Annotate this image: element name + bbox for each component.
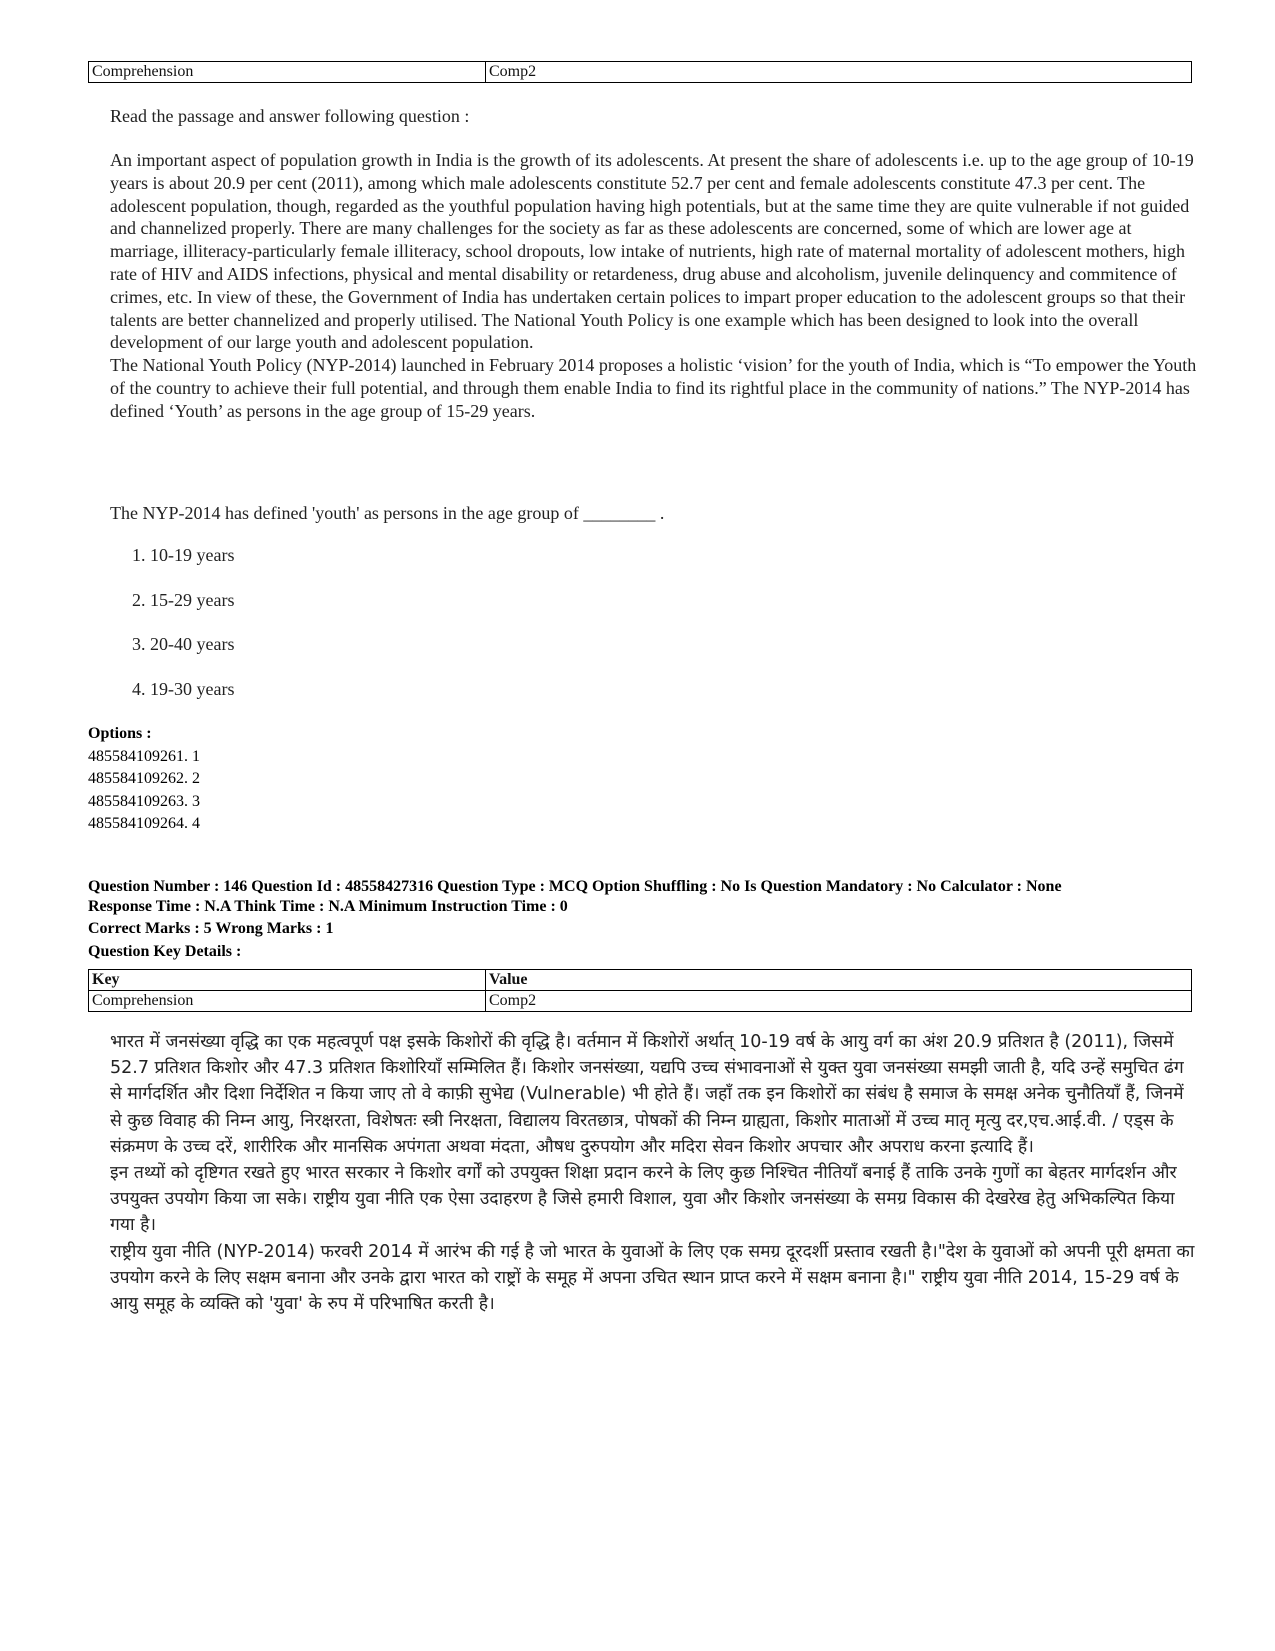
answer-choices [132,544,234,722]
answer-choice[interactable]: 3. 20-40 years [132,634,235,655]
option-id: 485584109262. 2 [88,770,200,787]
question-text: The NYP-2014 has defined 'youth' as persons in the age group of ________ . [110,503,665,523]
table-header-row [89,970,1192,991]
passage-instruction: Read the passage and answer following question : [110,106,470,126]
table-row [89,62,1192,83]
option-id: 485584109264. 4 [88,815,200,832]
question-key-table [88,969,1192,1012]
key-details-label: Question Key Details : [88,942,242,960]
comprehension-table [88,61,1192,83]
passage-paragraph: भारत में जनसंख्या वृद्धि का एक महत्वपूर्ण पक्ष इसके किशोरों की वृद्धि है। वर्तमान में किशोरों अर्थात् 10-19 वर्ष के आयु वर्ग का अंश 20.9 प्रतिशत है (2011), जिसमें 52.7 प्रतिशत किशोर और 47.3 प्रतिशत किशोरियाँ सम्मिलित हैं। किशोर जनसंख्या, यद्यपि उच्च संभावनाओं से युक्त युवा जनसंख्या समझी जाती है, यदि उन्हें समुचित ढंग से मार्गदर्शित और दिशा निर्देशित न किया जाए तो वे काफ़ी सुभेद्य (Vulnerable) भी होते हैं। जहाँ तक इन किशोरों का संबंध है समाज के समक्ष अनेक चुनौतियाँ हैं, जिनमें से कुछ विवाह की निम्न आयु, निरक्षरता, विशेषतः स्त्री निरक्षता, विद्यालय विरतछात्र, पोषकों की निम्न ग्राह्यता, किशोर माताओं में उच्च मातृ मृत्यु दर,एच.आई.वी. / एड्स के संक्रमण के उच्च दरें, शारीरिक और मानसिक अपंगता अथवा मंदता, औषध दुरुपयोग और मदिरा सेवन किशोर अपचार और अपराध करना इत्यादि हैं। [110,1032,1184,1157]
options-block [88,723,200,836]
passage-paragraph: An important aspect of population growth in India is the growth of its adolescents. At present the share of adolescents i.e. up to the age group of 10-19 years is about 20.9 per cent (2011), among which male adolescents constitute 52.7 per cent and female adolescents constitute 47.3 per cent. The adolescent population, though, regarded as the youthful population having high potentials, but at the same time they are quite vulnerable if not guided and channelized properly. There are many challenges for the society as far as these adolescents are concerned, some of which are lower age at marriage, illiteracy-particularly female illiteracy, school dropouts, low intake of nutrients, high rate of maternal mortality of adolescent mothers, high rate of HIV and AIDS infections, physical and mental disability or retardeness, drug abuse and alcoholism, juvenile delinquency and commitence of crimes, etc. In view of these, the Government of India has undertaken certain polices to impart proper education to the adolescent groups so that their talents are better channelized and properly utilised. The National Youth Policy is one example which has been designed to look into the overall development of our large youth and adolescent population. [110,150,1194,353]
question-meta-line: Response Time : N.A Think Time : N.A Minimum Instruction Time : 0 [88,897,568,915]
header-key: Key [89,970,486,991]
option-id: 485584109261. 1 [88,747,200,765]
passage-paragraph: राष्ट्रीय युवा नीति (NYP-2014) फरवरी 2014 में आरंभ की गई है जो भारत के युवाओं के लिए एक समग्र दूरदर्शी प्रस्ताव रखती है।"देश के युवाओं को अपनी पूरी क्षमता का उपयोग करने के लिए सक्षम बनाना और उनके द्वारा भारत को राष्ट्रों के समूह में अपना उचित स्थान प्राप्त करने में सक्षम बनाना है।" राष्ट्रीय युवा नीति 2014, 15-29 वर्ष के आयु समूह के व्यक्ति को 'युवा' के रुप में परिभाषित करती है। [110,1241,1195,1315]
answer-choice[interactable]: 4. 19-30 years [132,678,235,699]
options-label: Options : [88,725,152,742]
value-cell: Comp2 [486,991,1192,1012]
marks-line: Correct Marks : 5 Wrong Marks : 1 [88,920,334,937]
value-cell: Comp2 [486,62,1192,83]
question-meta [88,877,1238,961]
key-cell: Comprehension [89,62,486,83]
passage-paragraph: इन तथ्यों को दृष्टिगत रखते हुए भारत सरकार ने किशोर वर्गों को उपयुक्त शिक्षा प्रदान करने के लिए कुछ निश्चित नीतियाँ बनाई हैं ताकि उनके गुणों का बेहतर मार्गदर्शन और उपयुक्त उपयोग किया जा सके। राष्ट्रीय युवा नीति एक ऐसा उदाहरण है जिसे हमारी विशाल, युवा और किशोर जनसंख्या के समग्र विकास की देखरेख हेतु अभिकल्पित किया गया है। [110,1163,1177,1236]
passage-english [110,149,1200,423]
header-value: Value [486,970,1192,991]
passage-paragraph: The National Youth Policy (NYP-2014) launched in February 2014 proposes a holistic ‘vision’ for the youth of India, which is “To empower the Youth of the country to achieve their full potential, and through them enable India to find its rightful place in the community of nations.” The NYP-2014 has defined ‘Youth’ as persons in the age group of 15-29 years. [110,355,1197,421]
answer-choice[interactable]: 1. 10-19 years [132,545,235,565]
option-id: 485584109263. 3 [88,792,200,810]
table-row [89,991,1192,1012]
passage-hindi [110,1029,1200,1317]
question-meta-line: Question Number : 146 Question Id : 48558427316 Question Type : MCQ Option Shuffling : No Is Question Mandatory : No Calculator : None [88,878,1062,895]
key-cell: Comprehension [89,991,486,1012]
answer-choice[interactable]: 2. 15-29 years [132,589,235,610]
